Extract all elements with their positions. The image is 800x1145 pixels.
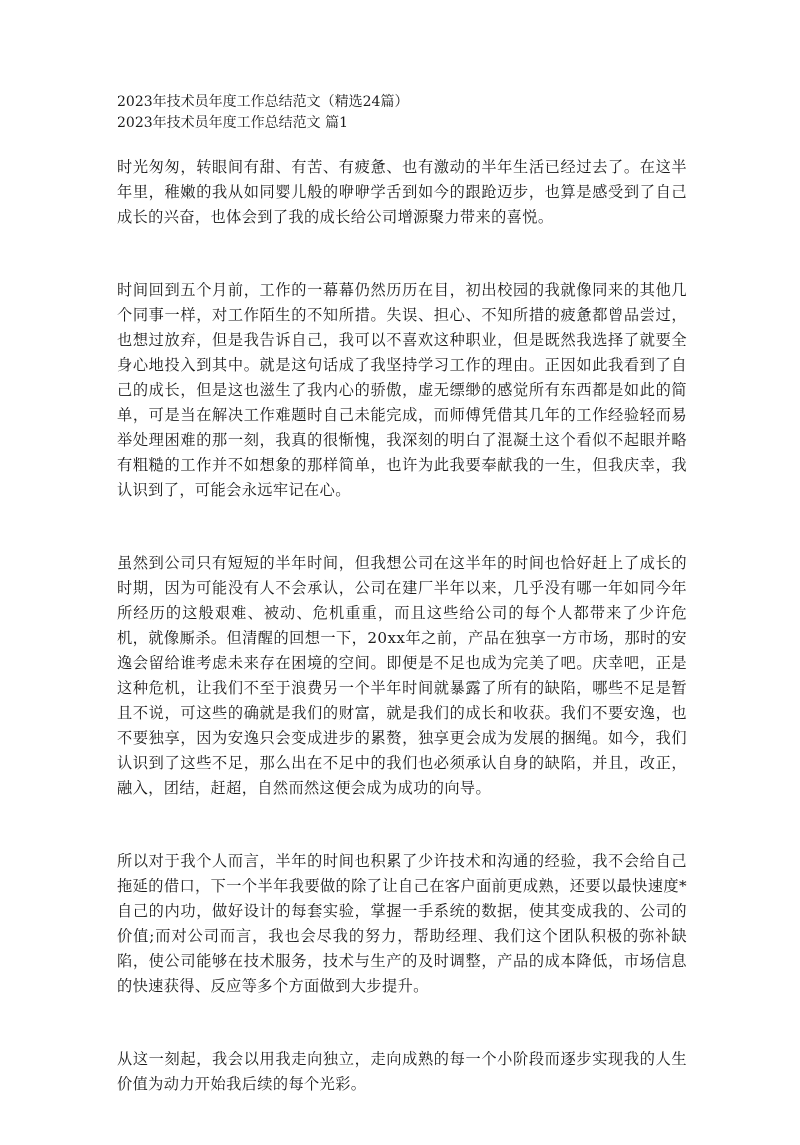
body-paragraph-4: 所以对于我个人而言，半年的时间也积累了少许技术和沟通的经验，我不会给自己拖延的借口，下一个半年我要做的除了让自己在客户面前更成熟，还要以最快速度*自己的内功，做好设计的每套实验，掌握一手系统的数据，使其变成我的、公司的价值;而对公司而言，我也会尽我的努力，帮助经理、我们这个团队积极的弥补缺陷，使公司能够在技术服务，技术与生产的及时调整，产品的成本降低，市场信息的快速获得、反应等多个方面做到大步提升。 [117,852,687,995]
body-paragraph-5: 从这一刻起，我会以用我走向独立，走向成熟的每一个小阶段而逐步实现我的人生价值为动力开始我后续的每个光彩。 [117,1050,687,1093]
document-title: 2023年技术员年度工作总结范文（精选24篇） [117,94,409,110]
section-title: 2023年技术员年度工作总结范文 篇1 [117,115,348,131]
document-page [117,92,687,1145]
body-paragraph-3: 虽然到公司只有短短的半年时间，但我想公司在这半年的时间也恰好赶上了成长的时期，因为可能没有人不会承认，公司在建厂半年以来，几乎没有哪一年如同今年所经历的这般艰难、被动、危机重重，而且这些给公司的每个人都带来了少许危机，就像厮杀。但清醒的回想一下，20xx年之前，产品在独享一方市场，那时的安逸会留给谁考虑未来存在困境的空间。即便是不足也成为完美了吧。庆幸吧，正是这种危机，让我们不至于浪费另一个半年时间就暴露了所有的缺陷，哪些不足是暂且不说，可这些的确就是我们的财富，就是我们的成长和收获。我们不要安逸，也不要独享，因为安逸只会变成进步的累赘，独享更会成为发展的捆绳。如今，我们认识到了这些不足，那么出在不足中的我们也必须承认自身的缺陷，并且，改正，融入，团结，赶超，自然而然这便会成为成功的向导。 [117,554,687,797]
body-paragraph-2: 时间回到五个月前，工作的一幕幕仍然历历在目，初出校园的我就像同来的其他几个同事一样，对工作陌生的不知所措。失误、担心、不知所措的疲惫都曾品尝过，也想过放弃，但是我告诉自己，我可以不喜欢这种职业，但是既然我选择了就要全身心地投入到其中。就是这句话成了我坚持学习工作的理由。正因如此我看到了自己的成长，但是这也滋生了我内心的骄傲，虚无缥缈的感觉所有东西都是如此的简单，可是当在解决工作难题时自己未能完成，而师傅凭借其几年的工作经验轻而易举处理困难的那一刻，我真的很惭愧，我深刻的明白了混凝土这个看似不起眼并略有粗糙的工作并不如想象的那样简单，也许为此我要奉献我的一生，但我庆幸，我认识到了，可能会永远牢记在心。 [117,281,687,499]
document-header [117,92,687,134]
body-paragraph-1: 时光匆匆，转眼间有甜、有苦、有疲惫、也有激动的半年生活已经过去了。在这半年里，稚嫩的我从如同婴儿般的咿咿学舌到如今的跟跄迈步，也算是感受到了自己成长的兴奋，也体会到了我的成长给公司增源聚力带来的喜悦。 [117,158,687,226]
